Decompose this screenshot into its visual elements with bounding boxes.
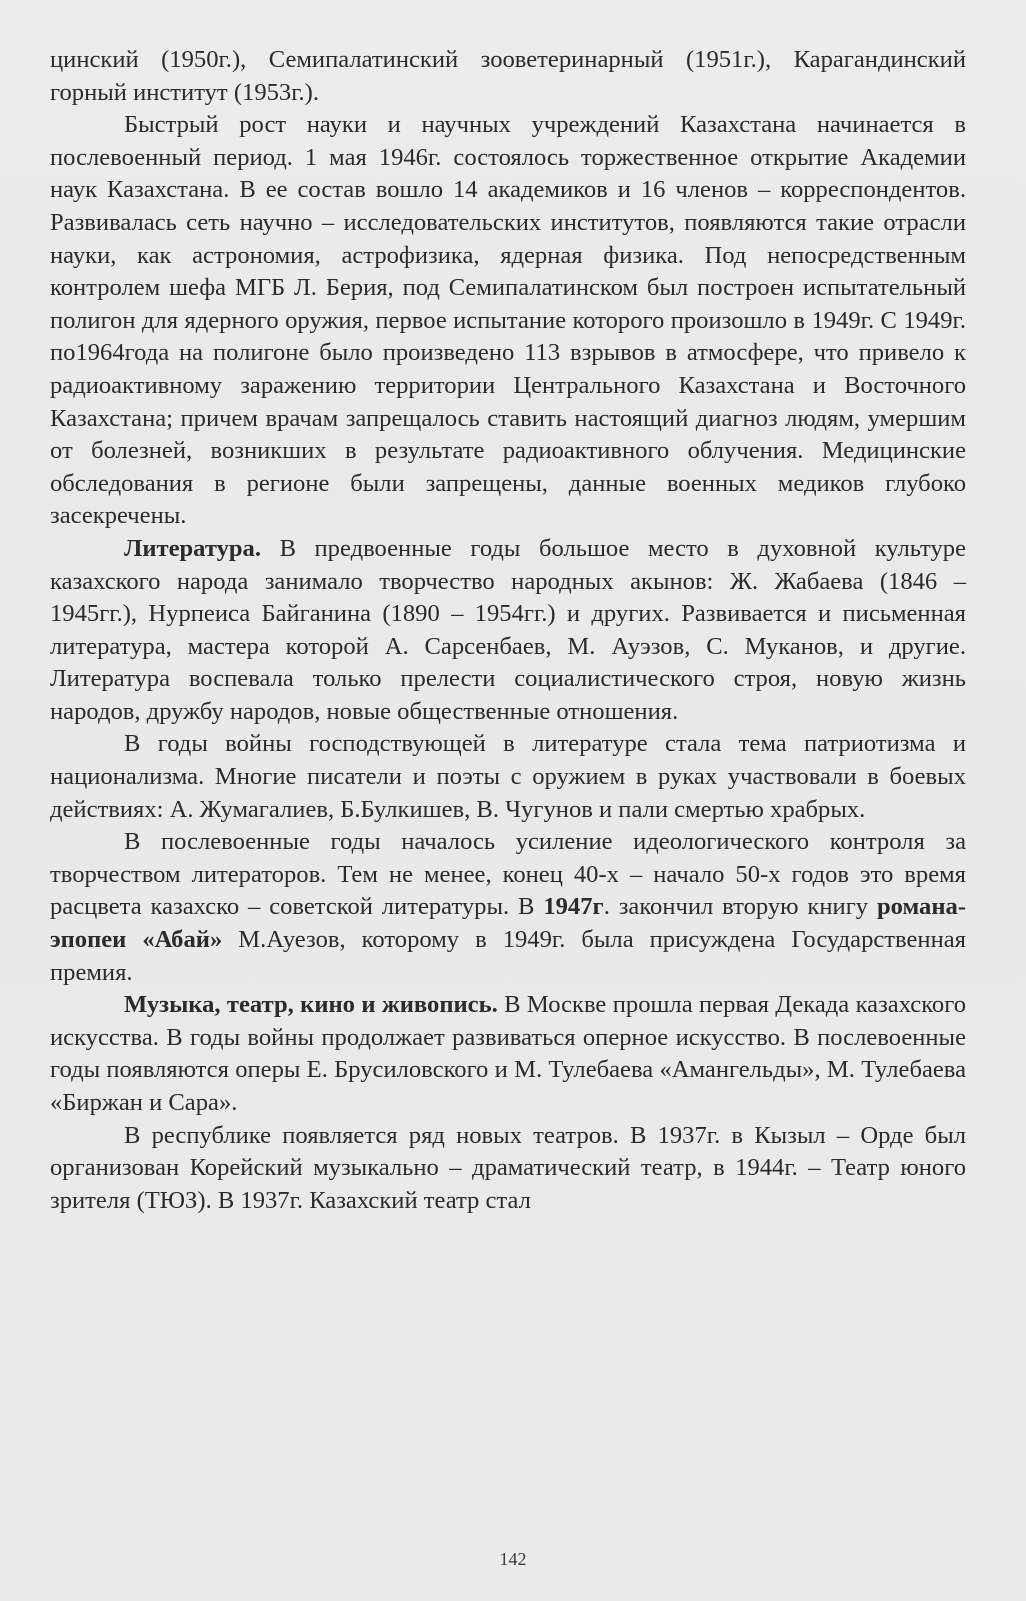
text-run: Быстрый рост науки и научных учреждений Казахстана начинается в послевоенный период. 1 мая 1946г. состоялось торжественное открытие Академии наук Казахстана. В ее состав вошло 14 академиков и 16 членов – корреспондентов. Развивалась сеть научно – исследовательских институтов, появляются такие отрасли науки, как астрономия, астрофизика, ядерная физика. Под непосредственным контролем шефа МГБ Л. Берия, под Семипалатинском был построен испытательный полигон для ядерного оружия, первое испытание которого произошло в 1949г. С 1949г. по1964года на полигоне было произведено 113 взрывов в атмосфере, что привело к радиоактивному заражению территории Центрального Казахстана и Восточного Казахстана; причем врачам запрещалось ставить настоящий диагноз людям, умершим от болезней, возникших в результате радиоактивного облучения. Медицинские обследования в регионе были запрещены, данные военных медиков глубоко засекречены.	[50, 111, 966, 530]
text-run: В республике появляется ряд новых театров. В 1937г. в Кызыл – Орде был организован Корейский музыкально – драматический театр, в 1944г. – Театр юного зрителя (ТЮЗ). В 1937г. Казахский театр стал	[50, 1121, 966, 1214]
paragraph	[50, 44, 966, 109]
text-run: В послевоенные годы началось усиление идеологического контроля за творчеством литераторов. Тем не менее, конец 40-х – начало 50-х годов это время расцвета казахско – советской литературы. В	[50, 828, 966, 921]
text-run: . закончил вторую книгу	[603, 893, 877, 921]
text-run: В годы войны господствующей в литературе стала тема патриотизма и национализма. Многие писатели и поэты с оружием в руках участвовали в боевых действиях: А. Жумагалиев, Б.Булкишев, В. Чугунов и пали смертью храбрых.	[50, 730, 966, 823]
paragraph	[50, 109, 966, 533]
paragraph	[50, 826, 966, 989]
bold-run: 1947г	[543, 893, 604, 921]
text-run: В предвоенные годы большое место в духовной культуре казахского народа занимало творчество народных акынов: Ж. Жабаева (1846 – 1945гг.), Нурпеиса Байганина (1890 – 1954гг.) и других. Развивается и письменная литература, мастера которой А. Сарсенбаев, М. Ауэзов, С. Муканов, и другие. Литература воспевала только прелести социалистического строя, новую жизнь народов, дружбу народов, новые общественные отношения.	[50, 534, 966, 725]
paragraph	[50, 989, 966, 1119]
paragraph	[50, 1120, 966, 1218]
bold-run: Музыка, театр, кино и живопись.	[124, 991, 498, 1019]
text-run: М.Ауезов, которому в 1949г. была присуждена Государственная премия.	[50, 926, 966, 986]
text-run: цинский (1950г.), Семипалатинский зооветеринарный (1951г.), Карагандинский горный институт (1953г.).	[50, 46, 966, 106]
paragraph	[50, 728, 966, 826]
body-text	[50, 44, 966, 1217]
page-number: 142	[499, 1549, 527, 1569]
bold-run: романа-эпопеи «Абай»	[50, 893, 967, 954]
bold-run: Литература.	[124, 534, 262, 562]
text-run: В Москве прошла первая Декада казахского искусства. В годы войны продолжает развиваться оперное искусство. В послевоенные годы появляются оперы Е. Брусиловского и М. Тулебаева «Амангельды», М. Тулебаева «Биржан и Сара».	[50, 991, 966, 1116]
paragraph	[50, 533, 966, 729]
